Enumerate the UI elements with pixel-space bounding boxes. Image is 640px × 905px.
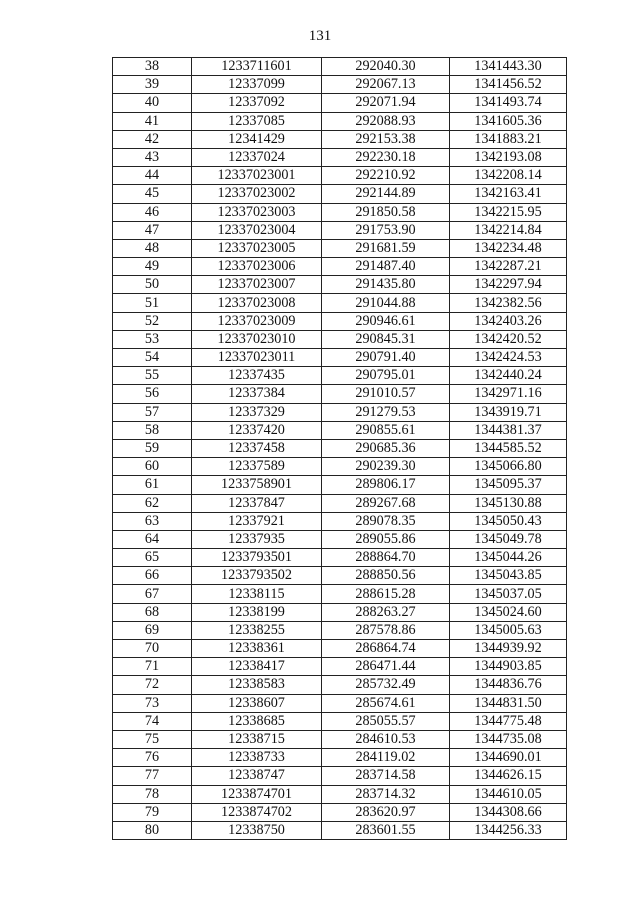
x-coordinate-cell: 292153.38 bbox=[322, 130, 450, 148]
id-cell: 12337023007 bbox=[192, 276, 322, 294]
id-cell: 12337847 bbox=[192, 494, 322, 512]
id-cell: 1233874701 bbox=[192, 785, 322, 803]
id-cell: 12337024 bbox=[192, 148, 322, 166]
x-coordinate-cell: 290795.01 bbox=[322, 367, 450, 385]
row-number-cell: 78 bbox=[113, 785, 192, 803]
table-row bbox=[113, 603, 567, 621]
id-cell: 12341429 bbox=[192, 130, 322, 148]
table-row bbox=[113, 167, 567, 185]
y-coordinate-cell: 1345049.78 bbox=[450, 530, 567, 548]
row-number-cell: 63 bbox=[113, 512, 192, 530]
id-cell: 12338199 bbox=[192, 603, 322, 621]
y-coordinate-cell: 1344256.33 bbox=[450, 821, 567, 839]
x-coordinate-cell: 287578.86 bbox=[322, 621, 450, 639]
x-coordinate-cell: 286471.44 bbox=[322, 658, 450, 676]
coordinates-table bbox=[112, 57, 567, 840]
id-cell: 1233793501 bbox=[192, 549, 322, 567]
id-cell: 12338583 bbox=[192, 676, 322, 694]
table-row bbox=[113, 58, 567, 76]
row-number-cell: 70 bbox=[113, 640, 192, 658]
id-cell: 12338733 bbox=[192, 749, 322, 767]
row-number-cell: 55 bbox=[113, 367, 192, 385]
id-cell: 1233758901 bbox=[192, 476, 322, 494]
table-row bbox=[113, 239, 567, 257]
x-coordinate-cell: 290791.40 bbox=[322, 349, 450, 367]
id-cell: 12337458 bbox=[192, 439, 322, 457]
id-cell: 12338607 bbox=[192, 694, 322, 712]
y-coordinate-cell: 1344939.92 bbox=[450, 640, 567, 658]
id-cell: 12338417 bbox=[192, 658, 322, 676]
y-coordinate-cell: 1344735.08 bbox=[450, 730, 567, 748]
table-row bbox=[113, 585, 567, 603]
row-number-cell: 57 bbox=[113, 403, 192, 421]
table-row bbox=[113, 403, 567, 421]
table-row bbox=[113, 785, 567, 803]
row-number-cell: 59 bbox=[113, 439, 192, 457]
table-row bbox=[113, 112, 567, 130]
y-coordinate-cell: 1341605.36 bbox=[450, 112, 567, 130]
y-coordinate-cell: 1342297.94 bbox=[450, 276, 567, 294]
y-coordinate-cell: 1345043.85 bbox=[450, 567, 567, 585]
table-row bbox=[113, 439, 567, 457]
y-coordinate-cell: 1344903.85 bbox=[450, 658, 567, 676]
row-number-cell: 38 bbox=[113, 58, 192, 76]
y-coordinate-cell: 1345130.88 bbox=[450, 494, 567, 512]
row-number-cell: 47 bbox=[113, 221, 192, 239]
row-number-cell: 45 bbox=[113, 185, 192, 203]
table-row bbox=[113, 621, 567, 639]
x-coordinate-cell: 292210.92 bbox=[322, 167, 450, 185]
id-cell: 12337589 bbox=[192, 458, 322, 476]
row-number-cell: 50 bbox=[113, 276, 192, 294]
table-row bbox=[113, 476, 567, 494]
row-number-cell: 62 bbox=[113, 494, 192, 512]
table-row bbox=[113, 530, 567, 548]
table-row bbox=[113, 549, 567, 567]
y-coordinate-cell: 1342382.56 bbox=[450, 294, 567, 312]
x-coordinate-cell: 292088.93 bbox=[322, 112, 450, 130]
id-cell: 12337420 bbox=[192, 421, 322, 439]
table-row bbox=[113, 130, 567, 148]
row-number-cell: 69 bbox=[113, 621, 192, 639]
y-coordinate-cell: 1342163.41 bbox=[450, 185, 567, 203]
table-row bbox=[113, 803, 567, 821]
id-cell: 12337092 bbox=[192, 94, 322, 112]
row-number-cell: 80 bbox=[113, 821, 192, 839]
table-row bbox=[113, 767, 567, 785]
table-row bbox=[113, 221, 567, 239]
id-cell: 12338747 bbox=[192, 767, 322, 785]
y-coordinate-cell: 1342403.26 bbox=[450, 312, 567, 330]
x-coordinate-cell: 288615.28 bbox=[322, 585, 450, 603]
y-coordinate-cell: 1342424.53 bbox=[450, 349, 567, 367]
y-coordinate-cell: 1344308.66 bbox=[450, 803, 567, 821]
id-cell: 12338255 bbox=[192, 621, 322, 639]
x-coordinate-cell: 289806.17 bbox=[322, 476, 450, 494]
table-row bbox=[113, 312, 567, 330]
y-coordinate-cell: 1343919.71 bbox=[450, 403, 567, 421]
table-row bbox=[113, 385, 567, 403]
table-body bbox=[113, 58, 567, 840]
x-coordinate-cell: 290239.30 bbox=[322, 458, 450, 476]
table-row bbox=[113, 730, 567, 748]
row-number-cell: 44 bbox=[113, 167, 192, 185]
x-coordinate-cell: 291681.59 bbox=[322, 239, 450, 257]
x-coordinate-cell: 292067.13 bbox=[322, 76, 450, 94]
row-number-cell: 79 bbox=[113, 803, 192, 821]
x-coordinate-cell: 292144.89 bbox=[322, 185, 450, 203]
row-number-cell: 67 bbox=[113, 585, 192, 603]
row-number-cell: 61 bbox=[113, 476, 192, 494]
id-cell: 12337329 bbox=[192, 403, 322, 421]
y-coordinate-cell: 1341443.30 bbox=[450, 58, 567, 76]
table-row bbox=[113, 676, 567, 694]
row-number-cell: 39 bbox=[113, 76, 192, 94]
y-coordinate-cell: 1344585.52 bbox=[450, 439, 567, 457]
id-cell: 12337023005 bbox=[192, 239, 322, 257]
row-number-cell: 60 bbox=[113, 458, 192, 476]
table-row bbox=[113, 694, 567, 712]
x-coordinate-cell: 283620.97 bbox=[322, 803, 450, 821]
row-number-cell: 48 bbox=[113, 239, 192, 257]
x-coordinate-cell: 284119.02 bbox=[322, 749, 450, 767]
row-number-cell: 65 bbox=[113, 549, 192, 567]
id-cell: 12337435 bbox=[192, 367, 322, 385]
y-coordinate-cell: 1344836.76 bbox=[450, 676, 567, 694]
row-number-cell: 58 bbox=[113, 421, 192, 439]
table-row bbox=[113, 185, 567, 203]
id-cell: 12337921 bbox=[192, 512, 322, 530]
id-cell: 1233874702 bbox=[192, 803, 322, 821]
table-row bbox=[113, 148, 567, 166]
row-number-cell: 51 bbox=[113, 294, 192, 312]
table-row bbox=[113, 567, 567, 585]
row-number-cell: 43 bbox=[113, 148, 192, 166]
y-coordinate-cell: 1341456.52 bbox=[450, 76, 567, 94]
row-number-cell: 40 bbox=[113, 94, 192, 112]
table-row bbox=[113, 330, 567, 348]
y-coordinate-cell: 1345050.43 bbox=[450, 512, 567, 530]
x-coordinate-cell: 285732.49 bbox=[322, 676, 450, 694]
table-row bbox=[113, 421, 567, 439]
x-coordinate-cell: 289055.86 bbox=[322, 530, 450, 548]
x-coordinate-cell: 291279.53 bbox=[322, 403, 450, 421]
x-coordinate-cell: 290845.31 bbox=[322, 330, 450, 348]
y-coordinate-cell: 1341493.74 bbox=[450, 94, 567, 112]
row-number-cell: 75 bbox=[113, 730, 192, 748]
y-coordinate-cell: 1344775.48 bbox=[450, 712, 567, 730]
id-cell: 12338115 bbox=[192, 585, 322, 603]
table-row bbox=[113, 512, 567, 530]
table-row bbox=[113, 294, 567, 312]
y-coordinate-cell: 1341883.21 bbox=[450, 130, 567, 148]
y-coordinate-cell: 1345005.63 bbox=[450, 621, 567, 639]
id-cell: 12337085 bbox=[192, 112, 322, 130]
table-row bbox=[113, 658, 567, 676]
id-cell: 1233793502 bbox=[192, 567, 322, 585]
row-number-cell: 76 bbox=[113, 749, 192, 767]
x-coordinate-cell: 290855.61 bbox=[322, 421, 450, 439]
x-coordinate-cell: 288850.56 bbox=[322, 567, 450, 585]
y-coordinate-cell: 1344690.01 bbox=[450, 749, 567, 767]
x-coordinate-cell: 291044.88 bbox=[322, 294, 450, 312]
table-row bbox=[113, 712, 567, 730]
id-cell: 12337023004 bbox=[192, 221, 322, 239]
table-row bbox=[113, 94, 567, 112]
id-cell: 12337023002 bbox=[192, 185, 322, 203]
id-cell: 12337023011 bbox=[192, 349, 322, 367]
id-cell: 12337023003 bbox=[192, 203, 322, 221]
y-coordinate-cell: 1342420.52 bbox=[450, 330, 567, 348]
x-coordinate-cell: 288864.70 bbox=[322, 549, 450, 567]
table-row bbox=[113, 821, 567, 839]
id-cell: 12337023006 bbox=[192, 258, 322, 276]
id-cell: 12338361 bbox=[192, 640, 322, 658]
x-coordinate-cell: 291010.57 bbox=[322, 385, 450, 403]
y-coordinate-cell: 1345066.80 bbox=[450, 458, 567, 476]
x-coordinate-cell: 292230.18 bbox=[322, 148, 450, 166]
x-coordinate-cell: 284610.53 bbox=[322, 730, 450, 748]
y-coordinate-cell: 1345037.05 bbox=[450, 585, 567, 603]
row-number-cell: 49 bbox=[113, 258, 192, 276]
table-row bbox=[113, 76, 567, 94]
y-coordinate-cell: 1342234.48 bbox=[450, 239, 567, 257]
y-coordinate-cell: 1345044.26 bbox=[450, 549, 567, 567]
x-coordinate-cell: 283714.32 bbox=[322, 785, 450, 803]
row-number-cell: 46 bbox=[113, 203, 192, 221]
id-cell: 12337099 bbox=[192, 76, 322, 94]
table-row bbox=[113, 258, 567, 276]
x-coordinate-cell: 291435.80 bbox=[322, 276, 450, 294]
x-coordinate-cell: 292040.30 bbox=[322, 58, 450, 76]
row-number-cell: 42 bbox=[113, 130, 192, 148]
row-number-cell: 53 bbox=[113, 330, 192, 348]
x-coordinate-cell: 283601.55 bbox=[322, 821, 450, 839]
row-number-cell: 73 bbox=[113, 694, 192, 712]
x-coordinate-cell: 288263.27 bbox=[322, 603, 450, 621]
y-coordinate-cell: 1342215.95 bbox=[450, 203, 567, 221]
row-number-cell: 68 bbox=[113, 603, 192, 621]
row-number-cell: 66 bbox=[113, 567, 192, 585]
y-coordinate-cell: 1344831.50 bbox=[450, 694, 567, 712]
row-number-cell: 71 bbox=[113, 658, 192, 676]
id-cell: 12337023010 bbox=[192, 330, 322, 348]
y-coordinate-cell: 1342193.08 bbox=[450, 148, 567, 166]
table-row bbox=[113, 203, 567, 221]
y-coordinate-cell: 1345095.37 bbox=[450, 476, 567, 494]
table-row bbox=[113, 349, 567, 367]
x-coordinate-cell: 291850.58 bbox=[322, 203, 450, 221]
row-number-cell: 64 bbox=[113, 530, 192, 548]
id-cell: 12337023001 bbox=[192, 167, 322, 185]
x-coordinate-cell: 283714.58 bbox=[322, 767, 450, 785]
page-number: 131 bbox=[308, 28, 332, 44]
row-number-cell: 41 bbox=[113, 112, 192, 130]
y-coordinate-cell: 1345024.60 bbox=[450, 603, 567, 621]
id-cell: 1233711601 bbox=[192, 58, 322, 76]
x-coordinate-cell: 289078.35 bbox=[322, 512, 450, 530]
id-cell: 12337384 bbox=[192, 385, 322, 403]
y-coordinate-cell: 1344626.15 bbox=[450, 767, 567, 785]
id-cell: 12337935 bbox=[192, 530, 322, 548]
row-number-cell: 77 bbox=[113, 767, 192, 785]
x-coordinate-cell: 292071.94 bbox=[322, 94, 450, 112]
row-number-cell: 54 bbox=[113, 349, 192, 367]
id-cell: 12338685 bbox=[192, 712, 322, 730]
x-coordinate-cell: 291487.40 bbox=[322, 258, 450, 276]
x-coordinate-cell: 291753.90 bbox=[322, 221, 450, 239]
table-row bbox=[113, 749, 567, 767]
y-coordinate-cell: 1342214.84 bbox=[450, 221, 567, 239]
y-coordinate-cell: 1342440.24 bbox=[450, 367, 567, 385]
id-cell: 12337023009 bbox=[192, 312, 322, 330]
y-coordinate-cell: 1344610.05 bbox=[450, 785, 567, 803]
y-coordinate-cell: 1342208.14 bbox=[450, 167, 567, 185]
x-coordinate-cell: 289267.68 bbox=[322, 494, 450, 512]
row-number-cell: 72 bbox=[113, 676, 192, 694]
x-coordinate-cell: 285674.61 bbox=[322, 694, 450, 712]
x-coordinate-cell: 285055.57 bbox=[322, 712, 450, 730]
row-number-cell: 56 bbox=[113, 385, 192, 403]
row-number-cell: 74 bbox=[113, 712, 192, 730]
x-coordinate-cell: 286864.74 bbox=[322, 640, 450, 658]
id-cell: 12338715 bbox=[192, 730, 322, 748]
table-row bbox=[113, 276, 567, 294]
table-row bbox=[113, 494, 567, 512]
y-coordinate-cell: 1342287.21 bbox=[450, 258, 567, 276]
y-coordinate-cell: 1342971.16 bbox=[450, 385, 567, 403]
table-row bbox=[113, 367, 567, 385]
table-row bbox=[113, 458, 567, 476]
y-coordinate-cell: 1344381.37 bbox=[450, 421, 567, 439]
x-coordinate-cell: 290685.36 bbox=[322, 439, 450, 457]
id-cell: 12337023008 bbox=[192, 294, 322, 312]
x-coordinate-cell: 290946.61 bbox=[322, 312, 450, 330]
row-number-cell: 52 bbox=[113, 312, 192, 330]
id-cell: 12338750 bbox=[192, 821, 322, 839]
table-row bbox=[113, 640, 567, 658]
